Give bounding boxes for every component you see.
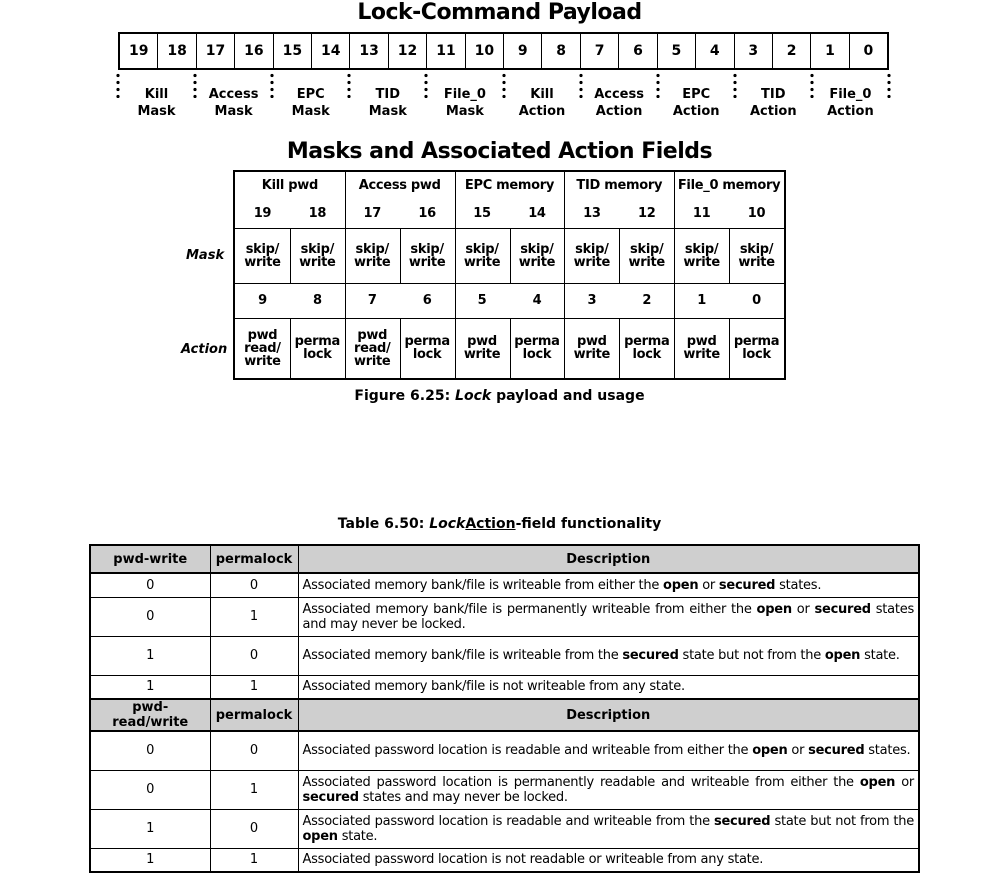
cell-text-line: lock	[303, 347, 332, 362]
action-bit-number: 8	[312, 293, 322, 308]
table-cell-value: 1	[90, 636, 210, 675]
field-label-line2: Action	[518, 104, 566, 119]
payload-bit-cell: 3	[735, 34, 773, 68]
action-bit-number: 7	[367, 293, 377, 308]
description-text: or	[791, 601, 815, 617]
field-label-line1: EPC	[296, 87, 325, 102]
description-bold-text: open	[752, 743, 788, 759]
table-cell-value: 0	[90, 731, 210, 770]
description-bold-text: secured	[814, 601, 871, 617]
field-label-line2: Mask	[214, 104, 253, 119]
table-cell-description	[298, 770, 919, 809]
description-text: Associated password location is readable and writeable from either the	[302, 743, 753, 759]
grid-divider	[729, 318, 730, 378]
description-text: state but not from the	[770, 813, 914, 829]
cell-text-line: write	[573, 254, 611, 270]
mask-value-cell	[510, 228, 565, 283]
action-bit-number: 3	[587, 293, 597, 308]
description-text: states and may never be locked.	[358, 789, 568, 805]
cell-text-line: write	[244, 254, 281, 270]
payload-title: Lock-Command Payload	[357, 0, 642, 25]
mask-group-header: TID memory	[576, 177, 663, 193]
field-label-line2: Mask	[291, 104, 330, 119]
mask-group-header: EPC memory	[464, 177, 555, 193]
mask-value-cell	[674, 228, 729, 283]
table-row	[90, 731, 919, 770]
action-bit-number: 2	[642, 293, 652, 308]
description-bold-text: open	[824, 648, 861, 663]
cell-text-line: perma	[733, 334, 780, 349]
mask-bit-number: 15	[473, 205, 491, 221]
cell-text-line: skip/	[410, 241, 444, 257]
grid-divider	[290, 228, 291, 283]
table-cell-value: 1	[210, 770, 298, 809]
cell-text-line: skip/	[520, 241, 554, 257]
cell-text-line: read/	[353, 340, 391, 356]
table-cell-value: 0	[210, 636, 298, 675]
payload-field-label	[426, 86, 503, 120]
table-cell-description	[298, 573, 919, 597]
description-text: or	[698, 577, 719, 593]
field-label-line1: File_0	[443, 87, 486, 102]
payload-field-label	[735, 86, 812, 120]
cell-text-line: write	[463, 254, 501, 270]
payload-bit-cell: 16	[235, 34, 273, 68]
cell-text-line: lock	[522, 347, 552, 362]
cell-text-line: write	[299, 254, 336, 270]
action-functionality-table	[89, 544, 920, 873]
mask-bit-number: 19	[253, 205, 272, 221]
payload-bit-cell: 2	[773, 34, 811, 68]
cell-text-line: pwd	[467, 334, 497, 349]
table-caption-suffix: -field functionality	[515, 516, 662, 532]
cell-text-line: lock	[412, 347, 442, 362]
table-cell-description	[298, 636, 919, 675]
cell-text-line: write	[683, 347, 720, 362]
mask-value-cell	[400, 228, 455, 283]
field-label-line2: Mask	[368, 104, 407, 119]
payload-bit-cell: 12	[389, 34, 427, 68]
mask-value-cell	[729, 228, 784, 283]
payload-bit-cell: 13	[350, 34, 388, 68]
field-label-line2: Action	[827, 104, 874, 119]
description-bold-text: secured	[713, 813, 771, 829]
mask-value-cell	[235, 228, 290, 283]
field-label-line1: TID	[375, 87, 401, 102]
action-value-cell	[619, 318, 674, 378]
mask-value-cell	[619, 228, 674, 283]
cell-text-line: lock	[742, 347, 771, 362]
masks-title: Masks and Associated Action Fields	[286, 139, 713, 164]
cell-text-line: perma	[514, 334, 560, 349]
mask-bit-number: 14	[528, 205, 546, 221]
table-header-cell: permalock	[210, 545, 298, 573]
table-cell-value: 1	[90, 675, 210, 699]
table-cell-value: 1	[90, 809, 210, 848]
payload-bit-cell: 8	[542, 34, 580, 68]
description-bold-text: open	[756, 601, 792, 617]
action-value-cell	[345, 318, 400, 378]
table-header-cell: permalock	[210, 699, 298, 731]
figure-caption-italic: Lock	[455, 388, 492, 404]
cell-text-line: write	[354, 353, 391, 369]
payload-bit-bar	[118, 32, 889, 70]
table-header-cell: Description	[298, 699, 919, 731]
grid-divider	[510, 318, 511, 378]
grid-divider	[235, 318, 784, 319]
cell-text-line: skip/	[465, 241, 499, 257]
action-bit-number: 5	[477, 293, 487, 308]
cell-text-line: write	[628, 254, 665, 270]
mask-bit-number: 18	[308, 205, 327, 221]
table-header-cell: pwd-write	[90, 545, 210, 573]
action-row-label: Action	[181, 342, 228, 357]
cell-text-line: pwd	[357, 327, 388, 343]
table-cell-description	[298, 731, 919, 770]
cell-text-line: pwd	[686, 334, 717, 349]
grid-divider	[510, 228, 511, 283]
payload-bit-cell: 7	[581, 34, 619, 68]
table-cell-value: 0	[90, 597, 210, 636]
description-text: states.	[775, 577, 822, 593]
table-row	[90, 597, 919, 636]
cell-text-line: skip/	[684, 241, 719, 257]
description-bold-text: open	[302, 828, 338, 844]
payload-field-label	[195, 86, 272, 120]
cell-text-line: write	[408, 254, 446, 270]
description-text: Associated password location is readable and writeable from the	[302, 813, 714, 829]
payload-bit-cell: 11	[427, 34, 465, 68]
description-text: Associated memory bank/file is not writeable from any state.	[302, 679, 685, 695]
payload-bit-cell: 0	[863, 43, 874, 59]
table-cell-description	[298, 848, 919, 872]
cell-text-line: read/	[244, 340, 281, 356]
table-cell-description	[298, 675, 919, 699]
action-bit-number: 0	[752, 293, 761, 308]
table-header-row	[90, 699, 919, 731]
description-text: Associated memory bank/file is permanently writeable from either the	[302, 601, 757, 617]
description-text: states.	[864, 743, 911, 759]
mask-bit-number: 10	[747, 205, 766, 221]
payload-field-label	[658, 86, 735, 120]
payload-field-label	[504, 86, 581, 120]
cell-text-line: write	[244, 353, 281, 369]
action-bit-number: 1	[697, 293, 706, 308]
field-label-line1: TID	[761, 87, 786, 102]
field-label-line1: Kill	[144, 87, 169, 102]
cell-text-line: skip/	[355, 241, 389, 257]
description-text: Associated password location is permanently readable and writeable from either the	[302, 774, 860, 790]
table-caption	[0, 516, 999, 532]
field-label-line1: EPC	[682, 87, 711, 102]
action-value-cell	[400, 318, 455, 378]
cell-text-line: perma	[624, 334, 670, 349]
table-row	[90, 770, 919, 809]
description-bold-text: open	[663, 577, 699, 593]
description-text: state but not from the	[678, 648, 825, 663]
action-bit-number: 6	[422, 293, 432, 308]
payload-bit-cell: 10	[466, 34, 504, 68]
grid-divider	[400, 228, 401, 283]
action-bit-number: 9	[258, 293, 267, 308]
grid-divider	[235, 228, 784, 229]
mask-row-label: Mask	[186, 248, 225, 263]
field-label-line2: Action	[749, 104, 797, 119]
mask-bit-number: 12	[637, 205, 656, 221]
payload-field-label	[349, 86, 426, 120]
mask-group-header: File_0 memory	[677, 177, 781, 193]
table-row	[90, 809, 919, 848]
cell-text-line: perma	[404, 334, 450, 349]
cell-text-line: perma	[294, 334, 341, 349]
payload-bit-cell: 6	[619, 34, 657, 68]
mask-group-header: Kill pwd	[261, 177, 318, 193]
table-header-cell: pwd-read/write	[90, 699, 210, 731]
table-cell-value: 0	[90, 770, 210, 809]
action-value-cell	[674, 318, 729, 378]
cell-text-line: pwd	[247, 327, 278, 343]
masks-grid	[233, 170, 786, 380]
payload-bit-cell: 19	[120, 34, 158, 68]
mask-bit-number: 13	[583, 205, 601, 221]
table-row	[90, 573, 919, 597]
cell-text-line: write	[738, 254, 775, 270]
cell-text-line: write	[683, 254, 720, 270]
table-cell-value: 1	[210, 597, 298, 636]
table-header-row	[90, 545, 919, 573]
cell-text-line: write	[463, 347, 501, 362]
payload-field-label	[272, 86, 349, 120]
field-label-line2: Action	[672, 104, 720, 119]
payload-field-label	[581, 86, 658, 120]
table-header-cell: Description	[298, 545, 919, 573]
table-row	[90, 636, 919, 675]
grid-divider	[235, 283, 784, 284]
description-text: Associated memory bank/file is writeable from the	[302, 648, 623, 663]
cell-text-line: write	[354, 254, 391, 270]
table-cell-value: 1	[210, 848, 298, 872]
table-cell-value: 1	[90, 848, 210, 872]
cell-text-line: skip/	[575, 241, 609, 257]
grid-divider	[619, 318, 620, 378]
field-label-line1: Access	[208, 87, 259, 102]
mask-value-cell	[455, 228, 510, 283]
field-label-line1: File_0	[829, 87, 872, 102]
payload-field-label	[118, 86, 195, 120]
mask-group-header: Access pwd	[358, 177, 441, 193]
figure-caption	[0, 388, 999, 404]
table-cell-value: 1	[210, 675, 298, 699]
payload-bit-cell: 4	[696, 34, 734, 68]
description-bold-text: secured	[718, 577, 776, 593]
payload-field-label	[812, 86, 889, 120]
cell-text-line: skip/	[300, 241, 335, 257]
mask-value-cell	[345, 228, 400, 283]
cell-text-line: write	[573, 347, 611, 362]
description-text: Associated password location is not readable or writeable from any state.	[302, 852, 764, 868]
description-bold-text: secured	[622, 648, 679, 663]
description-bold-text: secured	[302, 789, 359, 805]
mask-bit-number: 11	[692, 205, 711, 221]
action-value-cell	[510, 318, 565, 378]
figure-caption-prefix: Figure 6.25:	[354, 388, 456, 404]
grid-divider	[674, 172, 675, 378]
cell-text-line: pwd	[576, 334, 607, 349]
grid-divider	[290, 318, 291, 378]
cell-text-line: skip/	[245, 241, 280, 257]
description-text: or	[895, 774, 914, 790]
table-cell-value: 0	[210, 809, 298, 848]
grid-divider	[729, 228, 730, 283]
description-text: state.	[860, 648, 900, 663]
table-cell-value: 0	[210, 573, 298, 597]
grid-divider	[455, 172, 456, 378]
mask-value-cell	[564, 228, 619, 283]
table-cell-description	[298, 809, 919, 848]
field-label-line2: Mask	[137, 104, 176, 119]
description-bold-text: secured	[808, 743, 865, 759]
description-text: Associated memory bank/file is writeable from either the	[302, 577, 664, 593]
table-cell-value: 0	[210, 731, 298, 770]
figure-caption-suffix: payload and usage	[491, 388, 645, 404]
grid-divider	[564, 172, 565, 378]
mask-value-cell	[290, 228, 345, 283]
table-caption-underlined: Action	[465, 516, 516, 532]
description-text: or	[787, 743, 809, 759]
action-value-cell	[235, 318, 290, 378]
field-label-line2: Action	[595, 104, 643, 119]
action-value-cell	[455, 318, 510, 378]
table-cell-value: 0	[90, 573, 210, 597]
grid-divider	[619, 228, 620, 283]
cell-text-line: write	[518, 254, 556, 270]
payload-bit-cell: 1	[811, 34, 849, 68]
payload-bit-cell: 17	[197, 34, 235, 68]
action-value-cell	[290, 318, 345, 378]
description-text: states and may never be locked.	[302, 601, 914, 632]
cell-text-line: skip/	[630, 241, 664, 257]
table-row	[90, 848, 919, 872]
grid-divider	[345, 172, 346, 378]
description-text: state.	[337, 828, 378, 844]
mask-bit-number: 17	[363, 205, 381, 221]
payload-bit-cell: 9	[504, 34, 542, 68]
payload-bit-cell: 18	[158, 34, 196, 68]
cell-text-line: skip/	[739, 241, 774, 257]
description-bold-text: open	[859, 774, 896, 790]
cell-text-line: lock	[632, 347, 662, 362]
field-label-line1: Access	[594, 87, 644, 102]
field-label-line2: Mask	[445, 104, 484, 119]
table-caption-prefix: Table 6.50:	[337, 516, 430, 532]
action-value-cell	[729, 318, 784, 378]
table-row	[90, 675, 919, 699]
table-cell-description	[298, 597, 919, 636]
table-caption-italic: Lock	[429, 516, 466, 532]
mask-bit-number: 16	[418, 205, 436, 221]
payload-bit-cell: 15	[274, 34, 312, 68]
action-bit-number: 4	[532, 293, 542, 308]
action-value-cell	[564, 318, 619, 378]
payload-bit-cell: 5	[658, 34, 696, 68]
grid-divider	[400, 318, 401, 378]
field-label-line1: Kill	[530, 87, 554, 102]
payload-bit-cell: 14	[312, 34, 350, 68]
